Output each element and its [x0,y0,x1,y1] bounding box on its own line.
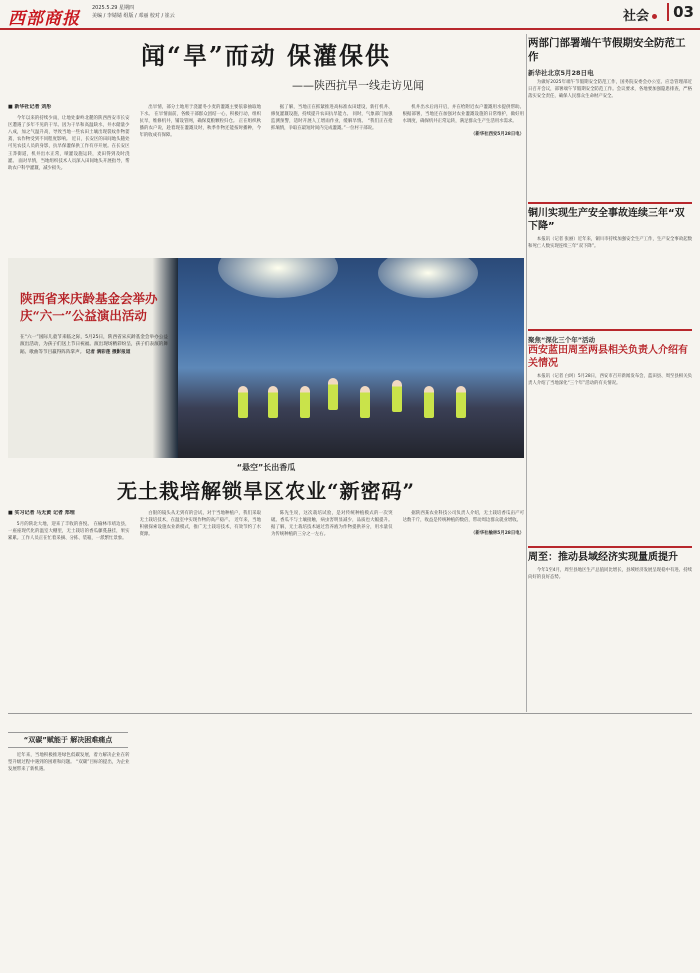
right-article3-body: 本报讯（记者 白珂）5月28日，西安市召开新闻发布会，蓝田县、周至县相关负责人介绍了当地深化“三个年”活动的有关情况。 [528,374,692,387]
right-article1-headline: 两部门部署端午节假期安全防范工作 [528,37,686,63]
dancer [300,386,310,418]
article1-byline: ■ 新华社记者 刘彤 [8,104,52,110]
article2-body [8,510,524,708]
dancer [360,386,370,418]
issue-meta [92,4,175,20]
right-divider [528,329,692,331]
page-number: 03 [667,3,694,21]
dancer [268,386,278,418]
right-article3-headline: 西安蓝田周至两县相关负责人介绍有关情况 [528,345,688,369]
bottom-article-head: “双碳”赋能于 解决困难痛点 [8,732,128,748]
bottom-col2 [140,752,262,962]
article2-byline: ■ 实习记者 马无黄 记者 郑理 [8,510,75,516]
article1-col3: 据了解，当地正在抓紧推进高标准农田建设，新打机井、修复灌溉设施，持续提升农田抗旱能力。 同时，气象部门加强监测预警，适时开展人工增雨作业，缓解旱情。 “我们正在抢抓墒情，争取在最短时间内完成灌溉。”一位村干部说。 [271,105,393,132]
right-column [528,36,692,727]
bottom-article-body [8,752,524,962]
dancer [392,380,402,412]
bottom-col3 [271,752,393,962]
photo-feature [8,258,524,458]
article1-header [8,36,524,93]
right-divider [528,546,692,548]
stage-light [378,258,478,298]
right-article3-kicker: 聚焦“深化三个年”活动 [528,336,596,344]
article2-col4: 据陕西某农业科技公司负责人介绍，无土栽培香瓜亩产可达数千斤，收益是传统种植的数倍，带动周边群众就业增收。 （新华社榆林5月28日电） [402,511,524,537]
article2-header [8,462,524,504]
newspaper-logo: 西部商报 [8,9,80,29]
dancer [424,386,434,418]
article1-col4: 机井出水后再开启，并在给附近农户灌溉用水提供帮助。 根据部署，当地还在加强对农业灌溉设施的日常维护，做好用水调度，确保机井正常运转，满足群众生产生活用水需求。 （新华社西安5月28日电） [402,105,524,138]
article2-kicker: “悬空”长出香瓜 [236,463,296,472]
dancer [238,386,248,418]
dancer [328,378,338,410]
right-article1-dateline: 新华社北京5月28日电 [528,69,594,77]
right-article1-body: 为做好2025年端午节假期安全防范工作，国务院安委会办公室、应急管理部近日召开会议，部署端午节假期安全防范工作。会议要求，各地要加强隐患排查，严格落实安全责任，确保人民群众生命财产安全。 [528,80,692,100]
photo-credit: 记者 满彩莲 摄影报道 [85,349,131,355]
article1-headline: 闻“旱”而动 保灌保供 [141,41,391,70]
right-divider [528,202,692,204]
article1-body [8,104,524,254]
right-article2-headline: 铜川实现生产安全事故连续三年“双下降” [528,208,685,232]
masthead [0,0,700,30]
right-article2-body: 本报讯（记者 张丽）近年来，铜川市持续加强安全生产工作，生产安全事故起数和死亡人数实现连续三年“双下降”。 [528,237,692,250]
photo-text-panel [8,258,178,458]
photo-headline: 陕西省来庆龄基金会举办庆“六一”公益演出活动 [20,291,158,323]
section-title: 社会 [623,5,660,24]
bottom-col4 [403,752,525,962]
bottom-col1: 近年来，当地积极推进绿色低碳发展，着力解决企业在转型升级过程中遇到的困难和问题。 “双碳”目标的提出，为企业发展带来了新机遇。 [8,753,130,773]
article1-col2: 出旱情，部分土地用于浇灌冬小麦的灌溉主要依靠抽取地下水。 在旱情面前，各级干部群众团结一心，积极行动，组织抗旱，维修机井，铺设管网，确保夏粮颗粒归仓。 正在组织秋播的农户说，趁着现在灌溉及时，秋季作物还能按时播种，今年的收成有保障。 [139,105,261,139]
article2-col1: ■ 实习记者 马无黄 记者 郑理 5月的陕北大地，迎来了丰收的喜悦。 在榆林市靖边县，一座座现代化的温室大棚里，无土栽培的香瓜藤蔓悬挂，果实累累。工作人员正在忙着采摘、分拣、装箱，一派繁忙景象。 [8,510,130,542]
article1-col1: ■ 新华社记者 刘彤 今年以来的持续少雨，让地处秦岭北麓的陕西西安市长安区遭遇了多年不见的干旱。因为干旱和高温缺水，井水储量少八成，加之气温升高，导致当地一些农田土壤出现裂纹作物萎蔫，农作物受到不同程度影响。 近日，长安区的田间地头随处可见农技人员的身影，抗旱保灌保供工作有序开展。在长安区王莽街道，机井出水正常，喷灌设施运转，麦田得到及时浇灌。 面对旱情，当地组织技术人员深入田间地头开展指导，帮助农户科学灌溉，减少损失。 [8,104,130,171]
article2-col3: 陈先生说，这次栽培试验，是对传统种植模式的一次突破。香瓜不与土壤接触，病虫害明显减少，品质也大幅提升。 据了解，无土栽培技术通过营养液为作物提供养分，用水量仅为传统种植的三分之一左右。 [271,511,393,538]
right-article4-body: 今年1至4月，周至县地区生产总值同比增长，县域经济发展呈现稳中有进、持续向好的良好态势。 [528,568,692,581]
issue-date: 2025.5.29 星期四 [92,5,135,11]
stage-light [218,258,338,298]
article2-headline: 无土栽培解锁旱区农业“新密码” [116,479,415,503]
stage-photo [178,258,524,458]
article1-subhead: ——陕西抗旱一线走访见闻 [292,79,424,92]
article1-source: （新华社西安5月28日电） [470,132,524,138]
photo-caption: 在“六一”国际儿童节来临之际，5月25日，陕西省宋庆龄基金会举办公益演出活动，为孩子们送上节日祝福。演出现场精彩纷呈，孩子们表演的舞蹈、歌曲等节目赢得阵阵掌声。 记者 满彩莲 摄影报道 [20,335,168,355]
article2-col2: 白银的镜头从无到有的尝试，对于当地种植户，我们采取无土栽培技术，在温室中实现作物的高产稳产。 近年来，当地积极探索设施农业新模式，推广无土栽培技术，有效节约了水资源。 [139,511,261,538]
right-article4-headline: 周至：推动县域经济实现量质提升 [528,552,678,563]
issue-editors: 美编 / 李婧婧 组版 / 邓丽 校对 / 崔云 [92,13,175,19]
article2-source: （新华社榆林5月28日电） [470,531,524,537]
dancer [456,386,466,418]
column-divider [526,34,527,712]
section-dot-icon [652,14,657,19]
